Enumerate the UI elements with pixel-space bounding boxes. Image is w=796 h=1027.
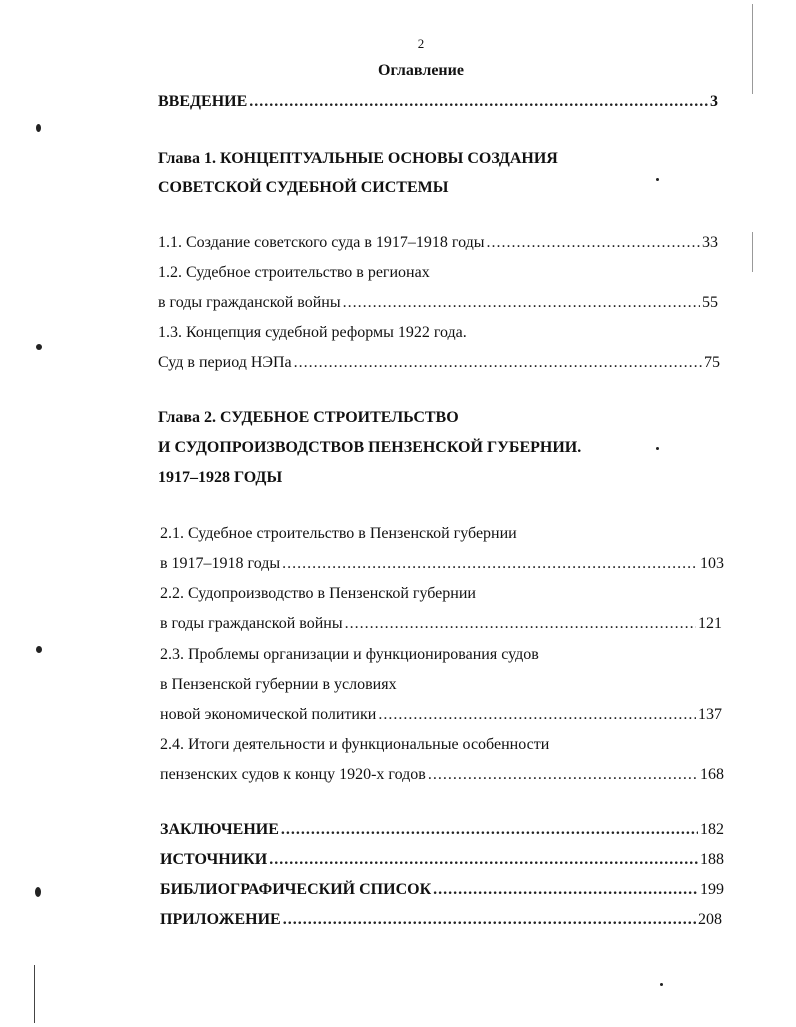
scan-speck <box>36 124 41 132</box>
toc-entry-conclusion <box>160 820 724 840</box>
toc-title: Оглавление <box>378 62 464 79</box>
entry-page: 208 <box>698 911 722 928</box>
toc-entry-introduction <box>158 92 718 112</box>
entry-label: ИСТОЧНИКИ <box>160 851 268 868</box>
scan-speck <box>36 646 42 653</box>
entry-page: 188 <box>700 851 724 868</box>
toc-entry-2-3 <box>160 705 722 725</box>
scan-margin-line <box>34 965 35 1023</box>
toc-entry-1-1 <box>158 233 718 253</box>
scan-margin-line <box>752 4 753 94</box>
leader-dots <box>343 293 700 313</box>
leader-dots <box>428 765 698 785</box>
entry-page: 103 <box>700 555 724 572</box>
entry-label: ВВЕДЕНИЕ <box>158 93 248 110</box>
entry-page: 55 <box>702 294 718 311</box>
leader-dots <box>345 614 696 634</box>
entry-label: в годы гражданской войны <box>160 615 343 632</box>
toc-entry-2-4-line1: 2.4. Итоги деятельности и функциональные особенности <box>160 736 550 753</box>
entry-label: ЗАКЛЮЧЕНИЕ <box>160 821 279 838</box>
toc-entry-2-1-line1: 2.1. Судебное строительство в Пензенской губернии <box>160 525 517 542</box>
toc-entry-bibliography <box>160 880 724 900</box>
entry-page: 33 <box>702 234 718 251</box>
scan-margin-line <box>752 232 753 272</box>
entry-page: 137 <box>698 706 722 723</box>
leader-dots <box>294 353 702 373</box>
leader-dots <box>269 850 698 870</box>
toc-entry-2-2 <box>160 614 722 634</box>
chapter1-title-line2: СОВЕТСКОЙ СУДЕБНОЙ СИСТЕМЫ <box>158 179 449 196</box>
leader-dots <box>433 880 698 900</box>
toc-entry-1-3-line1: 1.3. Концепция судебной реформы 1922 года. <box>158 324 467 341</box>
scan-speck <box>35 887 41 897</box>
entry-label: ПРИЛОЖЕНИЕ <box>160 911 281 928</box>
scan-speck <box>656 447 659 450</box>
entry-label: 1.1. Создание советского суда в 1917–1918 годы <box>158 234 485 251</box>
toc-entry-appendix <box>160 910 722 930</box>
entry-label: в годы гражданской войны <box>158 294 341 311</box>
toc-entry-1-3 <box>158 353 720 373</box>
entry-page: 199 <box>700 881 724 898</box>
chapter2-title-line3: 1917–1928 ГОДЫ <box>158 469 283 486</box>
toc-entry-sources <box>160 850 724 870</box>
toc-entry-2-1 <box>160 554 724 574</box>
entry-page: 75 <box>704 354 720 371</box>
leader-dots <box>378 705 696 725</box>
entry-label: в 1917–1918 годы <box>160 555 281 572</box>
scan-speck <box>660 983 663 986</box>
entry-label: БИБЛИОГРАФИЧЕСКИЙ СПИСОК <box>160 881 432 898</box>
leader-dots <box>487 233 700 253</box>
toc-entry-2-3-line2: в Пензенской губернии в условиях <box>160 676 397 693</box>
entry-page: 182 <box>700 821 724 838</box>
chapter2-title-line2: И СУДОПРОИЗВОДСТВОВ ПЕНЗЕНСКОЙ ГУБЕРНИИ. <box>158 439 582 456</box>
chapter2-title-line1: Глава 2. СУДЕБНОЕ СТРОИТЕЛЬСТВО <box>158 409 459 426</box>
scan-speck <box>36 344 42 350</box>
toc-entry-2-4 <box>160 765 724 785</box>
toc-entry-1-2 <box>158 293 718 313</box>
toc-entry-2-2-line1: 2.2. Судопроизводство в Пензенской губернии <box>160 585 476 602</box>
leader-dots <box>283 910 696 930</box>
leader-dots <box>282 554 698 574</box>
toc-entry-2-3-line1: 2.3. Проблемы организации и функционирования судов <box>160 646 539 663</box>
chapter1-title-line1: Глава 1. КОНЦЕПТУАЛЬНЫЕ ОСНОВЫ СОЗДАНИЯ <box>158 150 558 167</box>
toc-entry-1-2-line1: 1.2. Судебное строительство в регионах <box>158 264 430 281</box>
leader-dots <box>281 820 698 840</box>
page-number: 2 <box>417 36 425 51</box>
entry-label: пензенских судов к концу 1920-х годов <box>160 766 426 783</box>
entry-label: Суд в период НЭПа <box>158 354 292 371</box>
scan-speck <box>656 178 659 181</box>
leader-dots <box>249 92 708 112</box>
entry-page: 121 <box>698 615 722 632</box>
entry-label: новой экономической политики <box>160 706 377 723</box>
entry-page: 168 <box>700 766 724 783</box>
entry-page: 3 <box>710 93 718 110</box>
